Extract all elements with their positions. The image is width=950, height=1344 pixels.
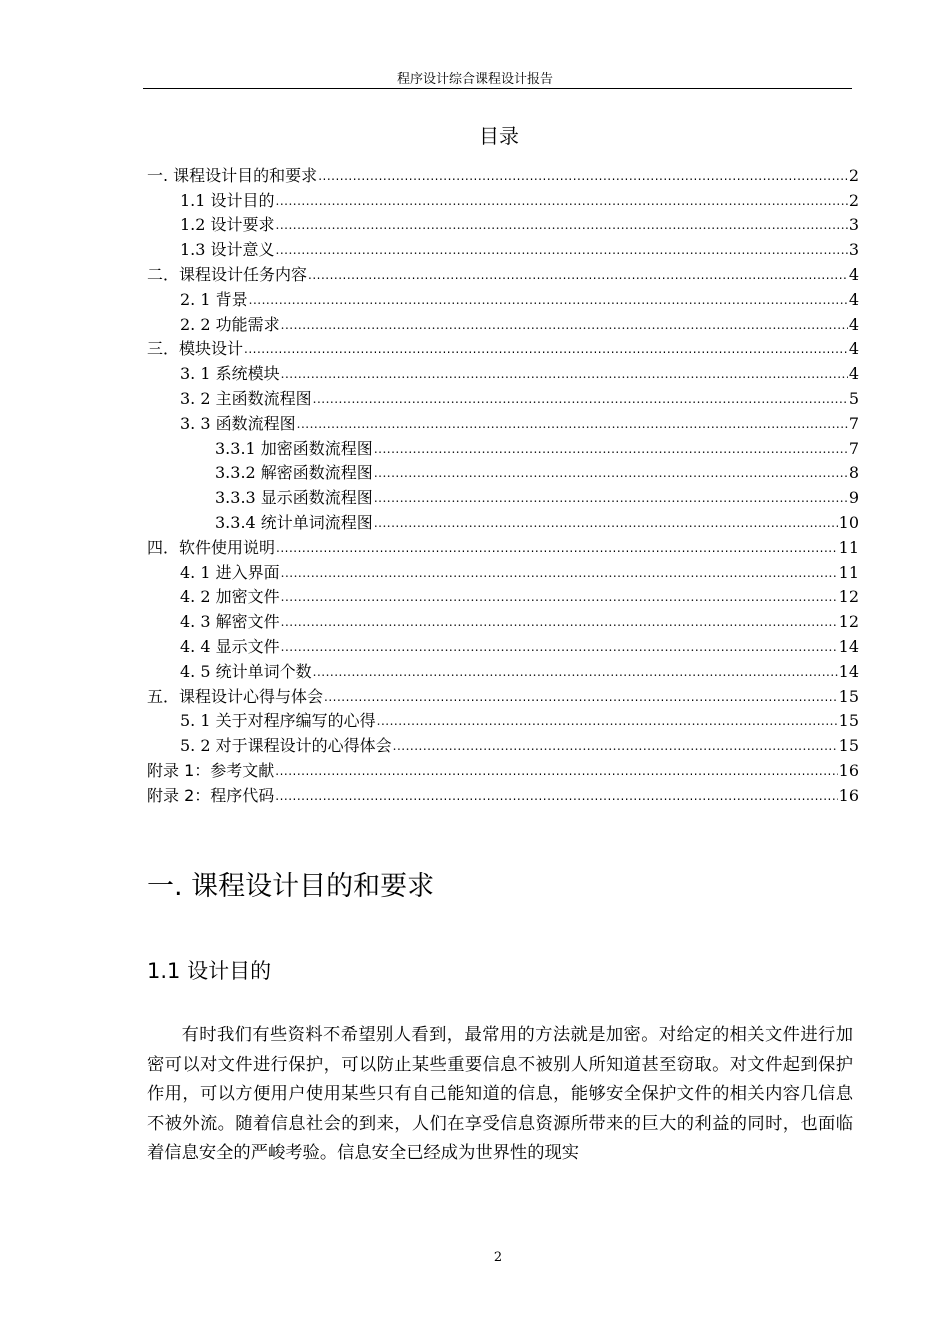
toc-entry-page: 12 [838, 612, 859, 632]
toc-entry-label: 附录 1：参考文献 [147, 760, 275, 780]
toc-entry-label: 3.3.4 统计单词流程图 [215, 512, 373, 532]
toc-entry-label: 3.3.2 解密函数流程图 [215, 463, 373, 483]
toc-leader-dots [377, 711, 838, 731]
toc-entry-page: 4 [848, 339, 859, 359]
toc-leader-dots [374, 513, 838, 533]
toc-entry-page: 14 [838, 661, 859, 681]
toc-entry-label: 3. 3 函数流程图 [180, 413, 296, 433]
toc-entry-page: 4 [848, 364, 859, 384]
toc-leader-dots [297, 414, 848, 434]
toc-leader-dots [308, 265, 848, 285]
toc-entry-page: 16 [838, 760, 859, 780]
toc-entry-page: 14 [838, 636, 859, 656]
body-paragraph: 有时我们有些资料不希望别人看到，最常用的方法就是加密。对给定的相关文件进行加密可以对文件进行保护，可以防止某些重要信息不被别人所知道甚至窃取。对文件起到保护作用，可以方便用户使用某些只有自己能知道的信息，能够安全保护文件的相关内容几信息不被外流。随着信息社会的到来，人们在享受信息资源所带来的巨大的利益的同时，也面临着信息安全的严峻考验。信息安全已经成为世界性的现实 [147, 1025, 853, 1163]
toc-entry[interactable] [147, 161, 859, 186]
toc-entry-page: 11 [838, 537, 859, 557]
toc-entry[interactable] [147, 359, 859, 384]
toc-entry[interactable] [147, 583, 859, 608]
toc-entry-page: 2 [848, 190, 859, 210]
toc-entry-page: 8 [848, 463, 859, 483]
toc-entry-label: 1.3 设计意义 [180, 240, 275, 260]
toc-entry-label: 5. 1 关于对程序编写的心得 [180, 711, 376, 731]
toc-entry[interactable] [147, 459, 859, 484]
toc-title: 目录 [479, 124, 519, 148]
table-of-contents [147, 161, 859, 806]
toc-entry-page: 4 [848, 264, 859, 284]
toc-entry-page: 2 [848, 165, 859, 185]
toc-leader-dots [249, 290, 848, 310]
toc-entry-page: 4 [848, 314, 859, 334]
toc-entry[interactable] [147, 508, 859, 533]
toc-entry[interactable] [147, 384, 859, 409]
toc-entry[interactable] [147, 707, 859, 732]
toc-entry-page: 5 [848, 388, 859, 408]
toc-entry-label: 4. 5 统计单词个数 [180, 661, 312, 681]
section-heading: 一. 课程设计目的和要求 [147, 871, 435, 902]
toc-entry[interactable] [147, 186, 859, 211]
toc-entry[interactable] [147, 558, 859, 583]
toc-leader-dots [313, 389, 848, 409]
toc-entry-label: 四．软件使用说明 [147, 537, 276, 557]
toc-entry[interactable] [147, 211, 859, 236]
toc-leader-dots [276, 191, 848, 211]
toc-leader-dots [324, 687, 838, 707]
toc-leader-dots [276, 538, 838, 558]
toc-leader-dots [281, 563, 838, 583]
toc-entry-page: 15 [838, 711, 859, 731]
page-number: 2 [493, 1250, 503, 1265]
toc-entry-page: 11 [838, 562, 859, 582]
toc-leader-dots [313, 662, 838, 682]
toc-entry[interactable] [147, 756, 859, 781]
toc-entry-label: 5. 2 对于课程设计的心得体会 [180, 736, 392, 756]
subsection-heading: 1.1 设计目的 [147, 959, 272, 983]
toc-leader-dots [281, 364, 848, 384]
toc-entry-page: 9 [848, 488, 859, 508]
toc-entry[interactable] [147, 434, 859, 459]
toc-leader-dots [374, 463, 848, 483]
toc-entry-page: 15 [838, 736, 859, 756]
toc-entry-page: 7 [848, 413, 859, 433]
toc-leader-dots [276, 215, 848, 235]
toc-entry[interactable] [147, 682, 859, 707]
toc-entry-page: 15 [838, 686, 859, 706]
toc-leader-dots [275, 786, 837, 806]
toc-entry[interactable] [147, 483, 859, 508]
toc-entry[interactable] [147, 310, 859, 335]
toc-entry-label: 3.3.1 加密函数流程图 [215, 438, 373, 458]
toc-leader-dots [374, 488, 848, 508]
toc-entry-page: 10 [838, 512, 859, 532]
toc-entry-label: 1.2 设计要求 [180, 215, 275, 235]
toc-entry[interactable] [147, 409, 859, 434]
toc-entry[interactable] [147, 235, 859, 260]
toc-leader-dots [281, 587, 838, 607]
toc-entry[interactable] [147, 260, 859, 285]
toc-entry-label: 3.3.3 显示函数流程图 [215, 488, 373, 508]
toc-entry-label: 3. 2 主函数流程图 [180, 388, 312, 408]
toc-entry-label: 2. 2 功能需求 [180, 314, 280, 334]
toc-entry-label: 1.1 设计目的 [180, 190, 275, 210]
toc-entry-label: 三．模块设计 [147, 339, 244, 359]
toc-entry-label: 4. 3 解密文件 [180, 612, 280, 632]
toc-entry-label: 一. 课程设计目的和要求 [147, 165, 318, 185]
toc-entry[interactable] [147, 285, 859, 310]
toc-entry[interactable] [147, 657, 859, 682]
toc-leader-dots [318, 166, 848, 186]
toc-leader-dots [374, 439, 848, 459]
toc-entry[interactable] [147, 335, 859, 360]
toc-entry-label: 五．课程设计心得与体会 [147, 686, 324, 706]
toc-entry-page: 3 [848, 240, 859, 260]
toc-entry-label: 3. 1 系统模块 [180, 364, 280, 384]
toc-leader-dots [393, 736, 838, 756]
header-divider [143, 88, 852, 89]
toc-leader-dots [276, 240, 848, 260]
toc-leader-dots [244, 339, 848, 359]
toc-leader-dots [275, 761, 837, 781]
toc-entry[interactable] [147, 632, 859, 657]
toc-entry-label: 4. 2 加密文件 [180, 587, 280, 607]
toc-leader-dots [281, 315, 848, 335]
toc-entry-label: 4. 4 显示文件 [180, 636, 280, 656]
toc-entry-label: 4. 1 进入界面 [180, 562, 280, 582]
toc-leader-dots [281, 637, 838, 657]
toc-entry-page: 16 [838, 785, 859, 805]
toc-entry[interactable] [147, 731, 859, 756]
toc-entry[interactable] [147, 607, 859, 632]
toc-entry-page: 3 [848, 215, 859, 235]
toc-entry-label: 2. 1 背景 [180, 289, 248, 309]
toc-entry-page: 7 [848, 438, 859, 458]
toc-entry[interactable] [147, 533, 859, 558]
toc-entry-page: 4 [848, 289, 859, 309]
toc-entry-label: 附录 2：程序代码 [147, 785, 275, 805]
toc-entry[interactable] [147, 781, 859, 806]
toc-entry-page: 12 [838, 587, 859, 607]
toc-leader-dots [281, 612, 838, 632]
toc-entry-label: 二．课程设计任务内容 [147, 264, 308, 284]
page-header: 程序设计综合课程设计报告 [396, 72, 553, 87]
